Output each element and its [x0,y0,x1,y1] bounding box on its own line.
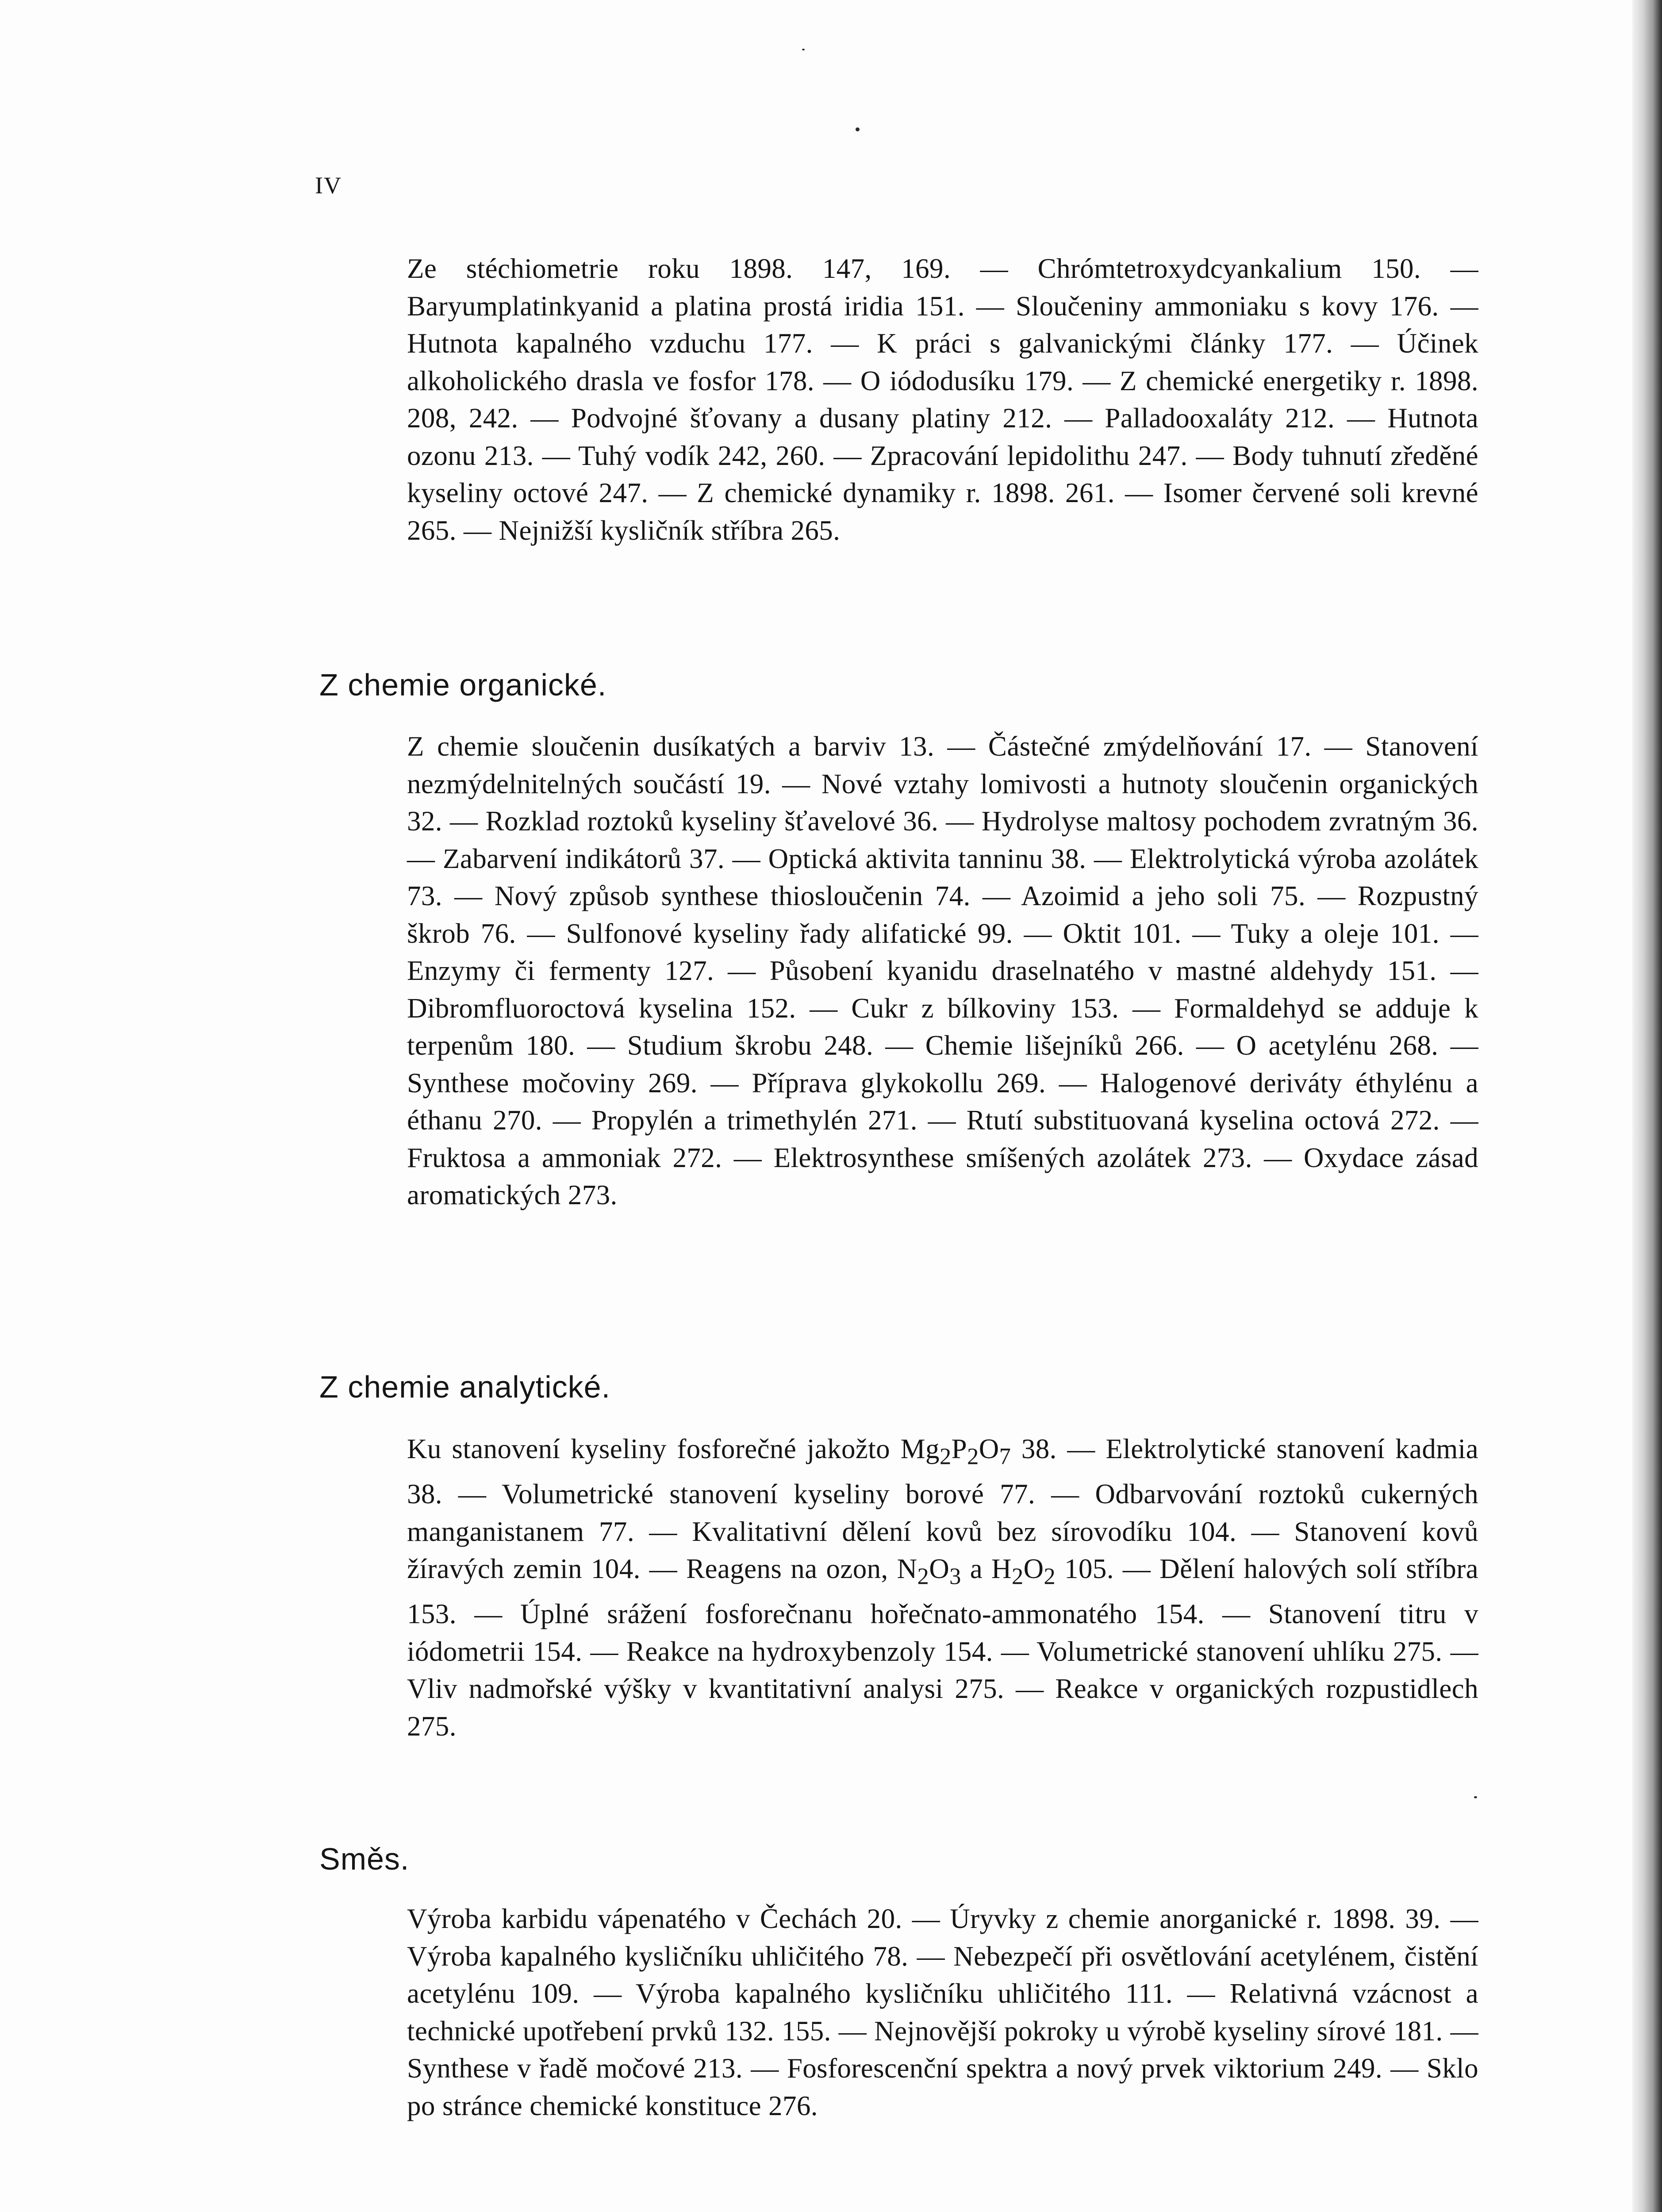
page-number: IV [315,172,342,199]
analytical-text-part-1: Ku stanovení kyseliny fosforečné jakožto [407,1433,901,1464]
analytical-text-part-2: 38. — Elektrolytické stanovení kadmia 38. — Volumetrické stanovení kyseliny borové 77. — Odbarvování roztoků cukerných manganistanem 77. — Kvalitativní dělení kovů bez sírovodíku 104. — Stanovení kovů žíravých zemin 104. — Reagens na ozon, [407,1433,1478,1585]
analytical-conjunction: a [961,1553,992,1585]
formula-dinitrogen-trioxide: $N_2O_3$ [897,1553,961,1590]
analytical-text-part-3: 105. — Dělení halových solí stříbra 153. — Úplné srážení fosforečnanu hořečnato-ammonatého 154. — Stanovení titru v iódometrii 154. — Reakce na hydroxybenzoly 154. — Volumetrické stanovení uhlíku 275. — Vliv nadmořské výšky v kvantitativní analysi 275. — Reakce v organických rozpustidlech 275. [407,1553,1478,1742]
heading-miscellaneous: Směs. [319,1842,410,1876]
scan-speck [802,49,805,50]
paragraph-analytical-chemistry [407,1430,1478,1745]
scan-speck [856,127,860,131]
paragraph-miscellaneous: Výroba karbidu vápenatého v Čechách 20. — Úryvky z chemie anorganické r. 1898. 39. — Výroba kapalného kysličníku uhličitého 78. — Nebezpečí při osvětlování acetylénem, čistění acetylénu 109. — Výroba kapalného kysličníku uhličitého 111. — Relativná vzácnost a technické upotřebení prvků 132. 155. — Nejnovější pokroky u výrobě kyseliny sírové 181. — Synthese v řadě močové 213. — Fosforescenční spektra a nový prvek viktorium 249. — Sklo po stránce chemické konstituce 276. [407,1903,1478,2121]
formula-magnesium-pyrophosphate: $Mg_2P_2O_7$ [900,1433,1011,1470]
paragraph-inorganic-chemistry: Ze stéchiometrie roku 1898. 147, 169. — Chrómtetroxydcyankalium 150. — Baryumplatinkyanid a platina prostá iridia 151. — Sloučeniny ammoniaku s kovy 176. — Hutnota kapalného vzduchu 177. — K práci s galvanickými články 177. — Účinek alkoholického drasla ve fosfor 178. — O iódodusíku 179. — Z chemické energetiky r. 1898. 208, 242. — Podvojné šťovany a dusany platiny 212. — Palladooxaláty 212. — Hutnota ozonu 213. — Tuhý vodík 242, 260. — Zpracování lepidolithu 247. — Body tuhnutí zředěné kyseliny octové 247. — Z chemické dynamiky r. 1898. 261. — Isomer červené soli krevné 265. — Nejnižší kysličník stříbra 265. [407,253,1478,546]
heading-analytical-chemistry: Z chemie analytické. [319,1370,611,1404]
scan-speck [1474,1796,1477,1798]
paragraph-organic-chemistry: Z chemie sloučenin dusíkatých a barviv 13. — Částečné zmýdelňování 17. — Stanovení nezmýdelnitelných součástí 19. — Nové vztahy lomivosti a hutnoty sloučenin organických 32. — Rozklad roztoků kyseliny šťavelové 36. — Hydrolyse maltosy pochodem zvratným 36. — Zabarvení indikátorů 37. — Optická aktivita tanninu 38. — Elektrolytická výroba azolátek 73. — Nový způsob synthese thiosloučenin 74. — Azoimid a jeho soli 75. — Rozpustný škrob 76. — Sulfonové kyseliny řady alifatické 99. — Oktit 101. — Tuky a oleje 101. — Enzymy či fermenty 127. — Působení kyanidu draselnatého v mastné aldehydy 151. — Dibromfluoroctová kyselina 152. — Cukr z bílkoviny 153. — Formaldehyd se adduje k terpenům 180. — Studium škrobu 248. — Chemie lišejníků 266. — O acetylénu 268. — Synthese močoviny 269. — Příprava glykokollu 269. — Halogenové deriváty éthylénu a éthanu 270. — Propylén a trimethylén 271. — Rtutí substituovaná kyselina octová 272. — Fruktosa a ammoniak 272. — Elektrosynthese smíšených azolátek 273. — Oxydace zásad aromatických 273. [407,731,1478,1210]
heading-organic-chemistry: Z chemie organické. [319,668,607,702]
scan-shadow-right-edge [1632,0,1662,2212]
formula-hydrogen-peroxide: $H_2O_2$ [991,1553,1056,1590]
